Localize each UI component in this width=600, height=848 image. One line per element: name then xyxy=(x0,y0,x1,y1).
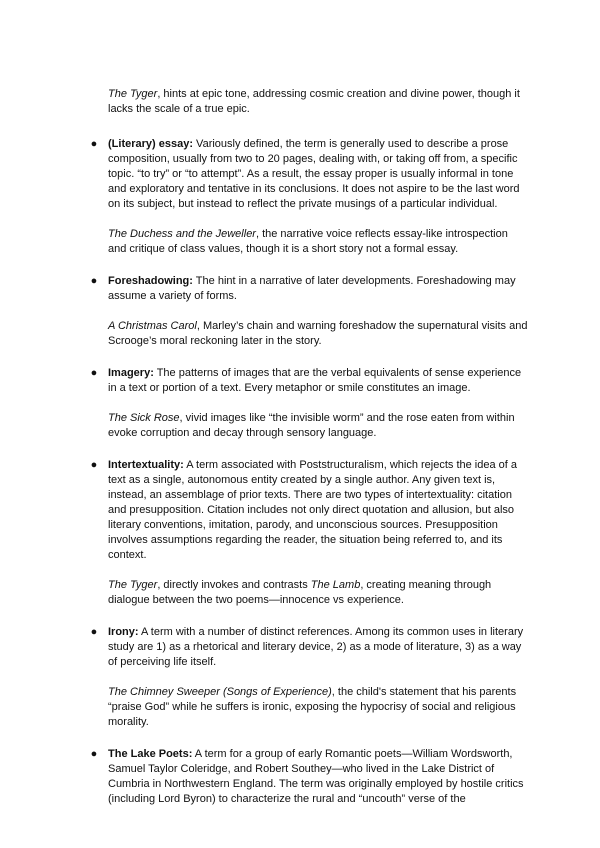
definition-text: The patterns of images that are the verbal equivalents of sense experience in a text or portion of a text. Every metaphor or smile constitutes an image. xyxy=(108,367,522,394)
entry-imagery xyxy=(90,366,528,441)
bullet-icon: ● xyxy=(90,138,98,150)
example-title: The Tyger xyxy=(108,579,158,591)
bullet-icon: ● xyxy=(90,626,98,638)
entry-literary-essay xyxy=(90,137,528,257)
bullet-icon: ● xyxy=(90,459,98,471)
example-text-secondary: , creating meaning through dialogue between the two poems—innocence vs experience. xyxy=(108,579,492,606)
example-text: , directly invokes and contrasts xyxy=(157,579,311,591)
entry-foreshadowing xyxy=(90,274,528,349)
definition-text: A term associated with Poststructuralism, which rejects the idea of a text as a single, autonomous entity created by a single author. Any given text is, instead, an assemblage of prior texts. There are two types of intertextuality: citation and presupposition. Citation includes not only direct quotation and allusion, but also literary conventions, imitation, parody, and unconscious sources. Presupposition involves assumptions regarding the reader, the situation being referred to, and its context. xyxy=(108,459,517,561)
entry-intertextuality xyxy=(90,458,528,608)
entry-term: The Lake Poets: xyxy=(108,748,193,760)
definition-text: A term with a number of distinct references. Among its common uses in literary study are 1) as a rhetorical and literary device, 2) as a mode of literature, 3) as a way of perceiving life itself. xyxy=(108,626,524,668)
entry-term: Irony: xyxy=(108,626,139,638)
entry-term: Foreshadowing: xyxy=(108,275,193,287)
entry-irony xyxy=(90,625,528,730)
entry-definition xyxy=(108,625,528,670)
example-text: , the child's statement that his parents “praise God” while he suffers is ironic, exposing the hypocrisy of social and religious morality. xyxy=(108,686,517,728)
entry-lake-poets xyxy=(90,747,528,807)
example-title: The Chimney Sweeper (Songs of Experience) xyxy=(108,686,332,698)
entry-definition xyxy=(108,747,528,807)
example-text: , hints at epic tone, addressing cosmic creation and divine power, though it lacks the scale of a true epic. xyxy=(108,88,520,115)
entry-term: Intertextuality: xyxy=(108,459,184,471)
definition-text: A term for a group of early Romantic poets—William Wordsworth, Samuel Taylor Coleridge, and Robert Southey—who lived in the Lake District of Cumbria in Northwestern England. The term was originally employed by hostile critics (including Lord Byron) to characterize the rural and “uncouth” verse of the xyxy=(108,748,524,805)
entry-example xyxy=(108,319,528,349)
example-text: , Marley’s chain and warning foreshadow the supernatural visits and Scrooge’s moral reckoning later in the story. xyxy=(108,320,528,347)
example-title: The Tyger xyxy=(108,88,158,100)
example-title-secondary: The Lamb xyxy=(310,579,361,591)
entry-example xyxy=(108,411,528,441)
example-title: The Duchess and the Jeweller xyxy=(108,228,256,240)
entry-definition xyxy=(108,137,528,212)
bullet-icon: ● xyxy=(90,748,98,760)
definition-text: The hint in a narrative of later developments. Foreshadowing may assume a variety of forms. xyxy=(108,275,516,302)
glossary-content xyxy=(90,87,528,807)
definition-text: Variously defined, the term is generally used to describe a prose composition, usually from two to 20 pages, dealing with, or taking off from, a specific topic. “to try” or “to attempt”. As a result, the essay proper is usually informal in tone and exploratory and tentative in its conclusions. It does not aspire to be the last word on its subject, but instead to reflect the private musings of a particular individual. xyxy=(108,138,520,210)
example-title: The Sick Rose xyxy=(108,412,180,424)
entry-definition xyxy=(108,274,528,304)
bullet-icon: ● xyxy=(90,367,98,379)
example-title: A Christmas Carol xyxy=(108,320,197,332)
entry-example xyxy=(108,578,528,608)
intro-example xyxy=(108,87,528,117)
entry-definition xyxy=(108,366,528,396)
example-text: , the narrative voice reflects essay-like introspection and critique of class values, though it is a short story not a formal essay. xyxy=(108,228,508,255)
bullet-icon: ● xyxy=(90,275,98,287)
entry-example xyxy=(108,227,528,257)
entry-example xyxy=(108,685,528,730)
entry-term: (Literary) essay: xyxy=(108,138,193,150)
entry-definition xyxy=(108,458,528,563)
entry-term: Imagery: xyxy=(108,367,154,379)
example-text: , vivid images like “the invisible worm” and the rose eaten from within evoke corruption and decay through sensory language. xyxy=(108,412,515,439)
